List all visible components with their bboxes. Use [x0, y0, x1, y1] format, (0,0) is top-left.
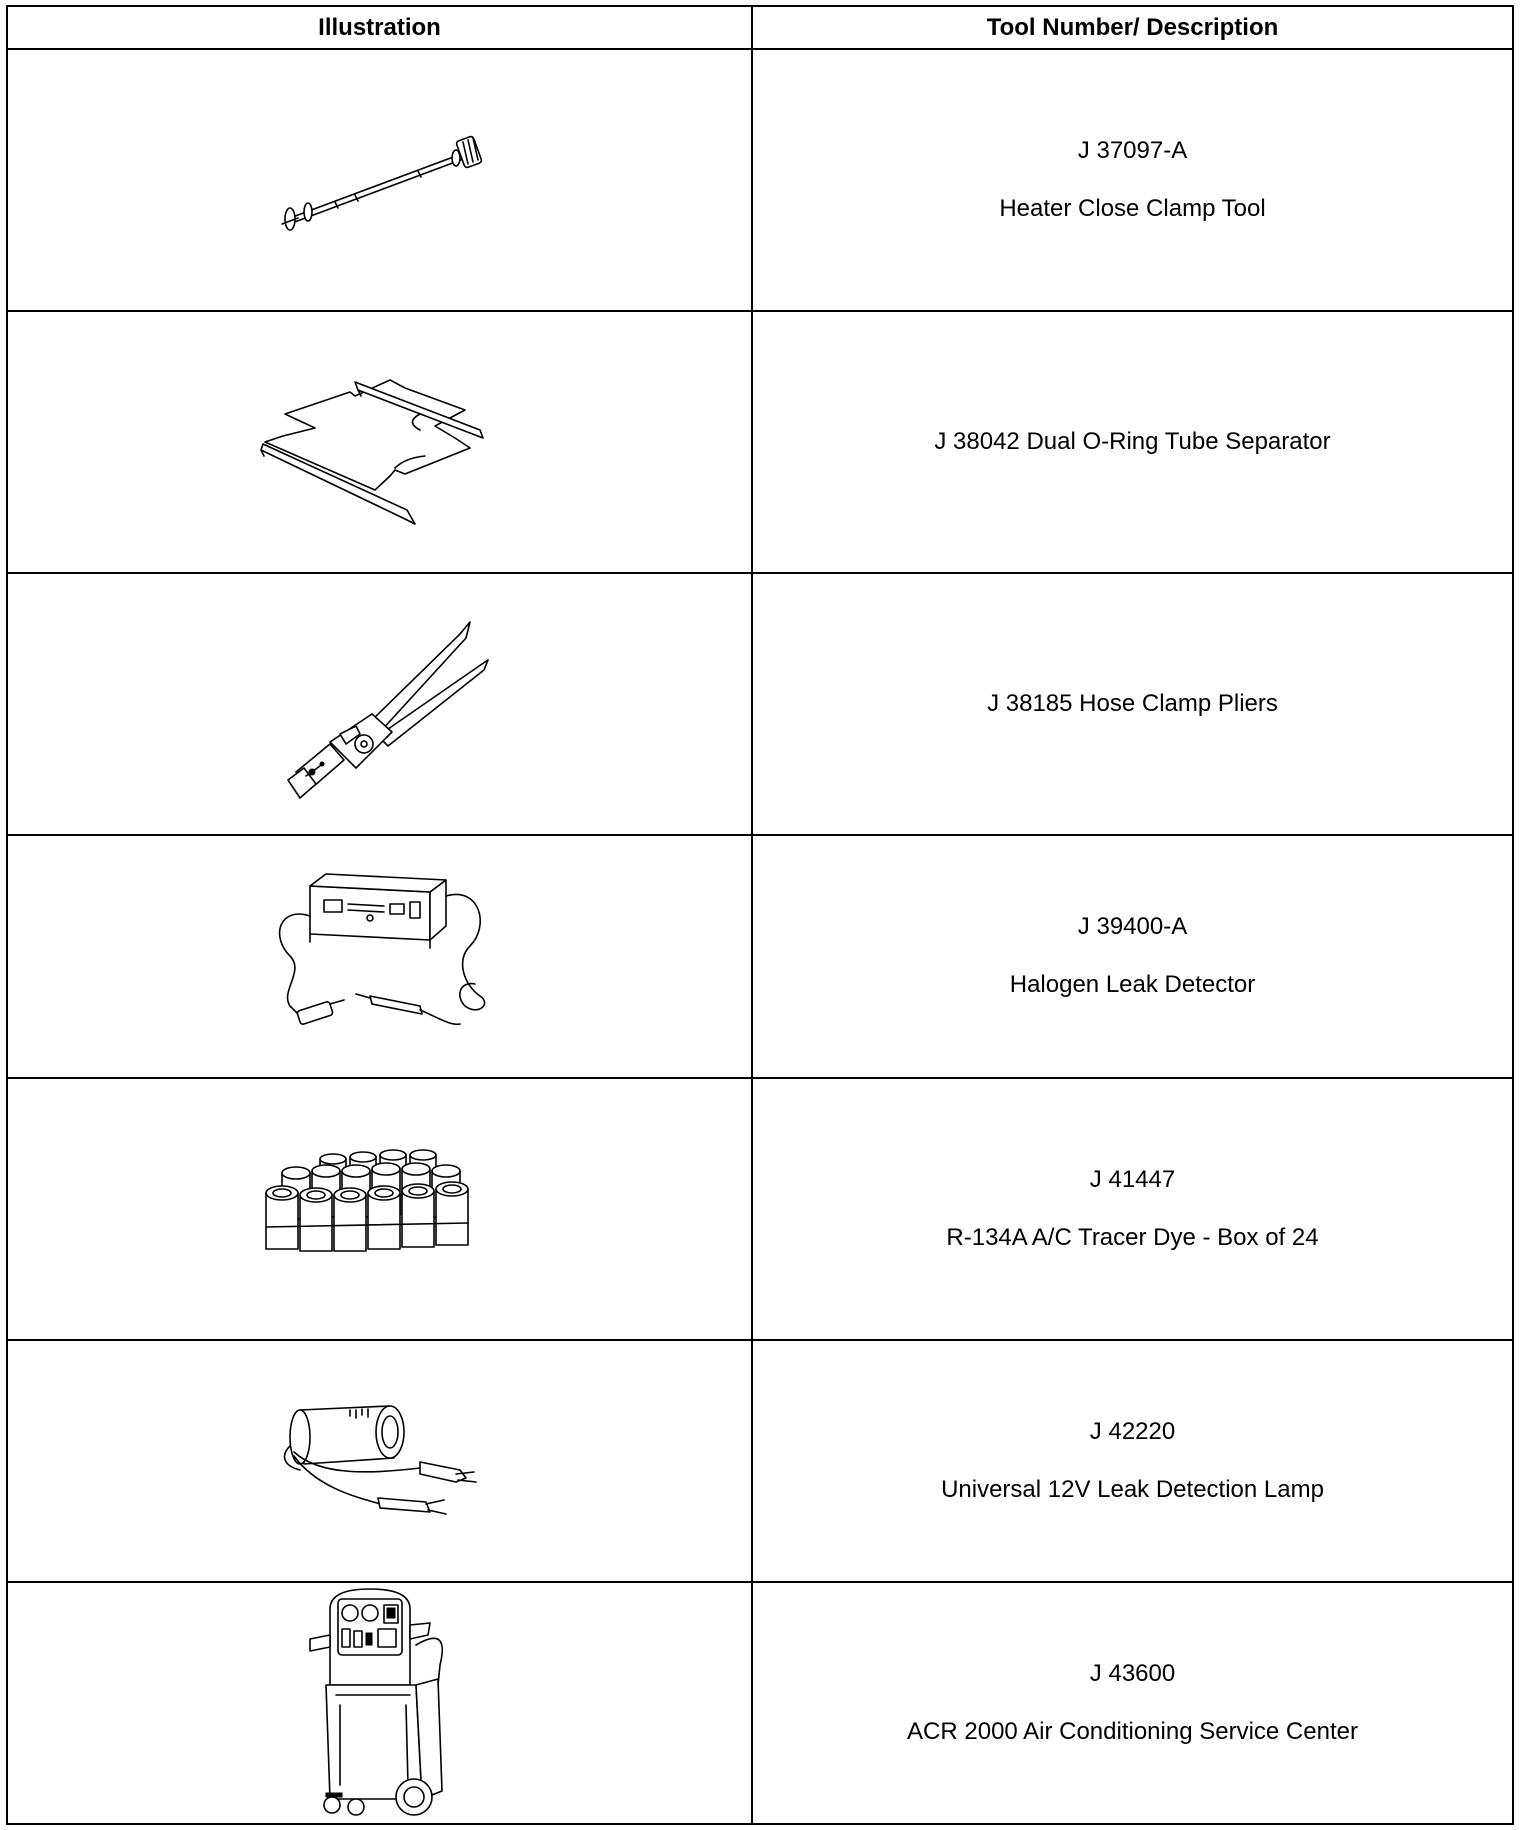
table-row	[7, 1078, 1513, 1340]
tool-description-cell	[752, 573, 1513, 835]
tool-description-cell	[752, 835, 1513, 1077]
tool-description: Heater Close Clamp Tool	[999, 195, 1266, 223]
leak-detection-lamp-icon	[260, 1396, 500, 1526]
table-row	[7, 573, 1513, 835]
table-header-row	[7, 6, 1513, 49]
illustration-cell	[7, 1078, 752, 1340]
hose-clamp-pliers-icon	[260, 604, 500, 804]
tool-description: R-134A A/C Tracer Dye - Box of 24	[946, 1223, 1319, 1251]
heater-clamp-tool-icon	[260, 120, 500, 240]
tools-table	[6, 5, 1514, 1825]
tool-description-cell	[752, 1078, 1513, 1340]
table-row	[7, 1340, 1513, 1582]
column-header-illustration: Illustration	[7, 6, 752, 49]
illustration-cell	[7, 49, 752, 311]
tool-description: Universal 12V Leak Detection Lamp	[941, 1475, 1324, 1503]
illustration-cell	[7, 311, 752, 573]
tool-number: J 37097-A	[1077, 137, 1188, 165]
tracer-dye-box-icon	[260, 1149, 500, 1269]
tool-number: J 41447	[1089, 1165, 1176, 1193]
illustration-cell	[7, 1340, 752, 1582]
illustration-cell	[7, 835, 752, 1077]
table-row	[7, 1582, 1513, 1824]
table-row	[7, 835, 1513, 1077]
tool-number: J 43600	[1089, 1659, 1176, 1687]
table-row	[7, 311, 1513, 573]
tool-description-cell	[752, 1582, 1513, 1824]
table-row	[7, 49, 1513, 311]
tube-separator-icon	[255, 352, 505, 532]
tool-description-cell	[752, 311, 1513, 573]
tool-description-cell	[752, 1340, 1513, 1582]
tool-description: Halogen Leak Detector	[1009, 971, 1256, 999]
tool-number: J 42220	[1089, 1417, 1176, 1445]
ac-service-center-icon	[290, 1585, 470, 1821]
tool-description: ACR 2000 Air Conditioning Service Center	[907, 1717, 1358, 1745]
tool-description-cell	[752, 49, 1513, 311]
tool-number: J 39400-A	[1077, 913, 1188, 941]
tool-description: J 38042 Dual O-Ring Tube Separator	[934, 428, 1331, 456]
tool-description: J 38185 Hose Clamp Pliers	[987, 690, 1278, 718]
column-header-tool: Tool Number/ Description	[752, 6, 1513, 49]
illustration-cell	[7, 573, 752, 835]
illustration-cell	[7, 1582, 752, 1824]
leak-detector-icon	[260, 856, 500, 1056]
